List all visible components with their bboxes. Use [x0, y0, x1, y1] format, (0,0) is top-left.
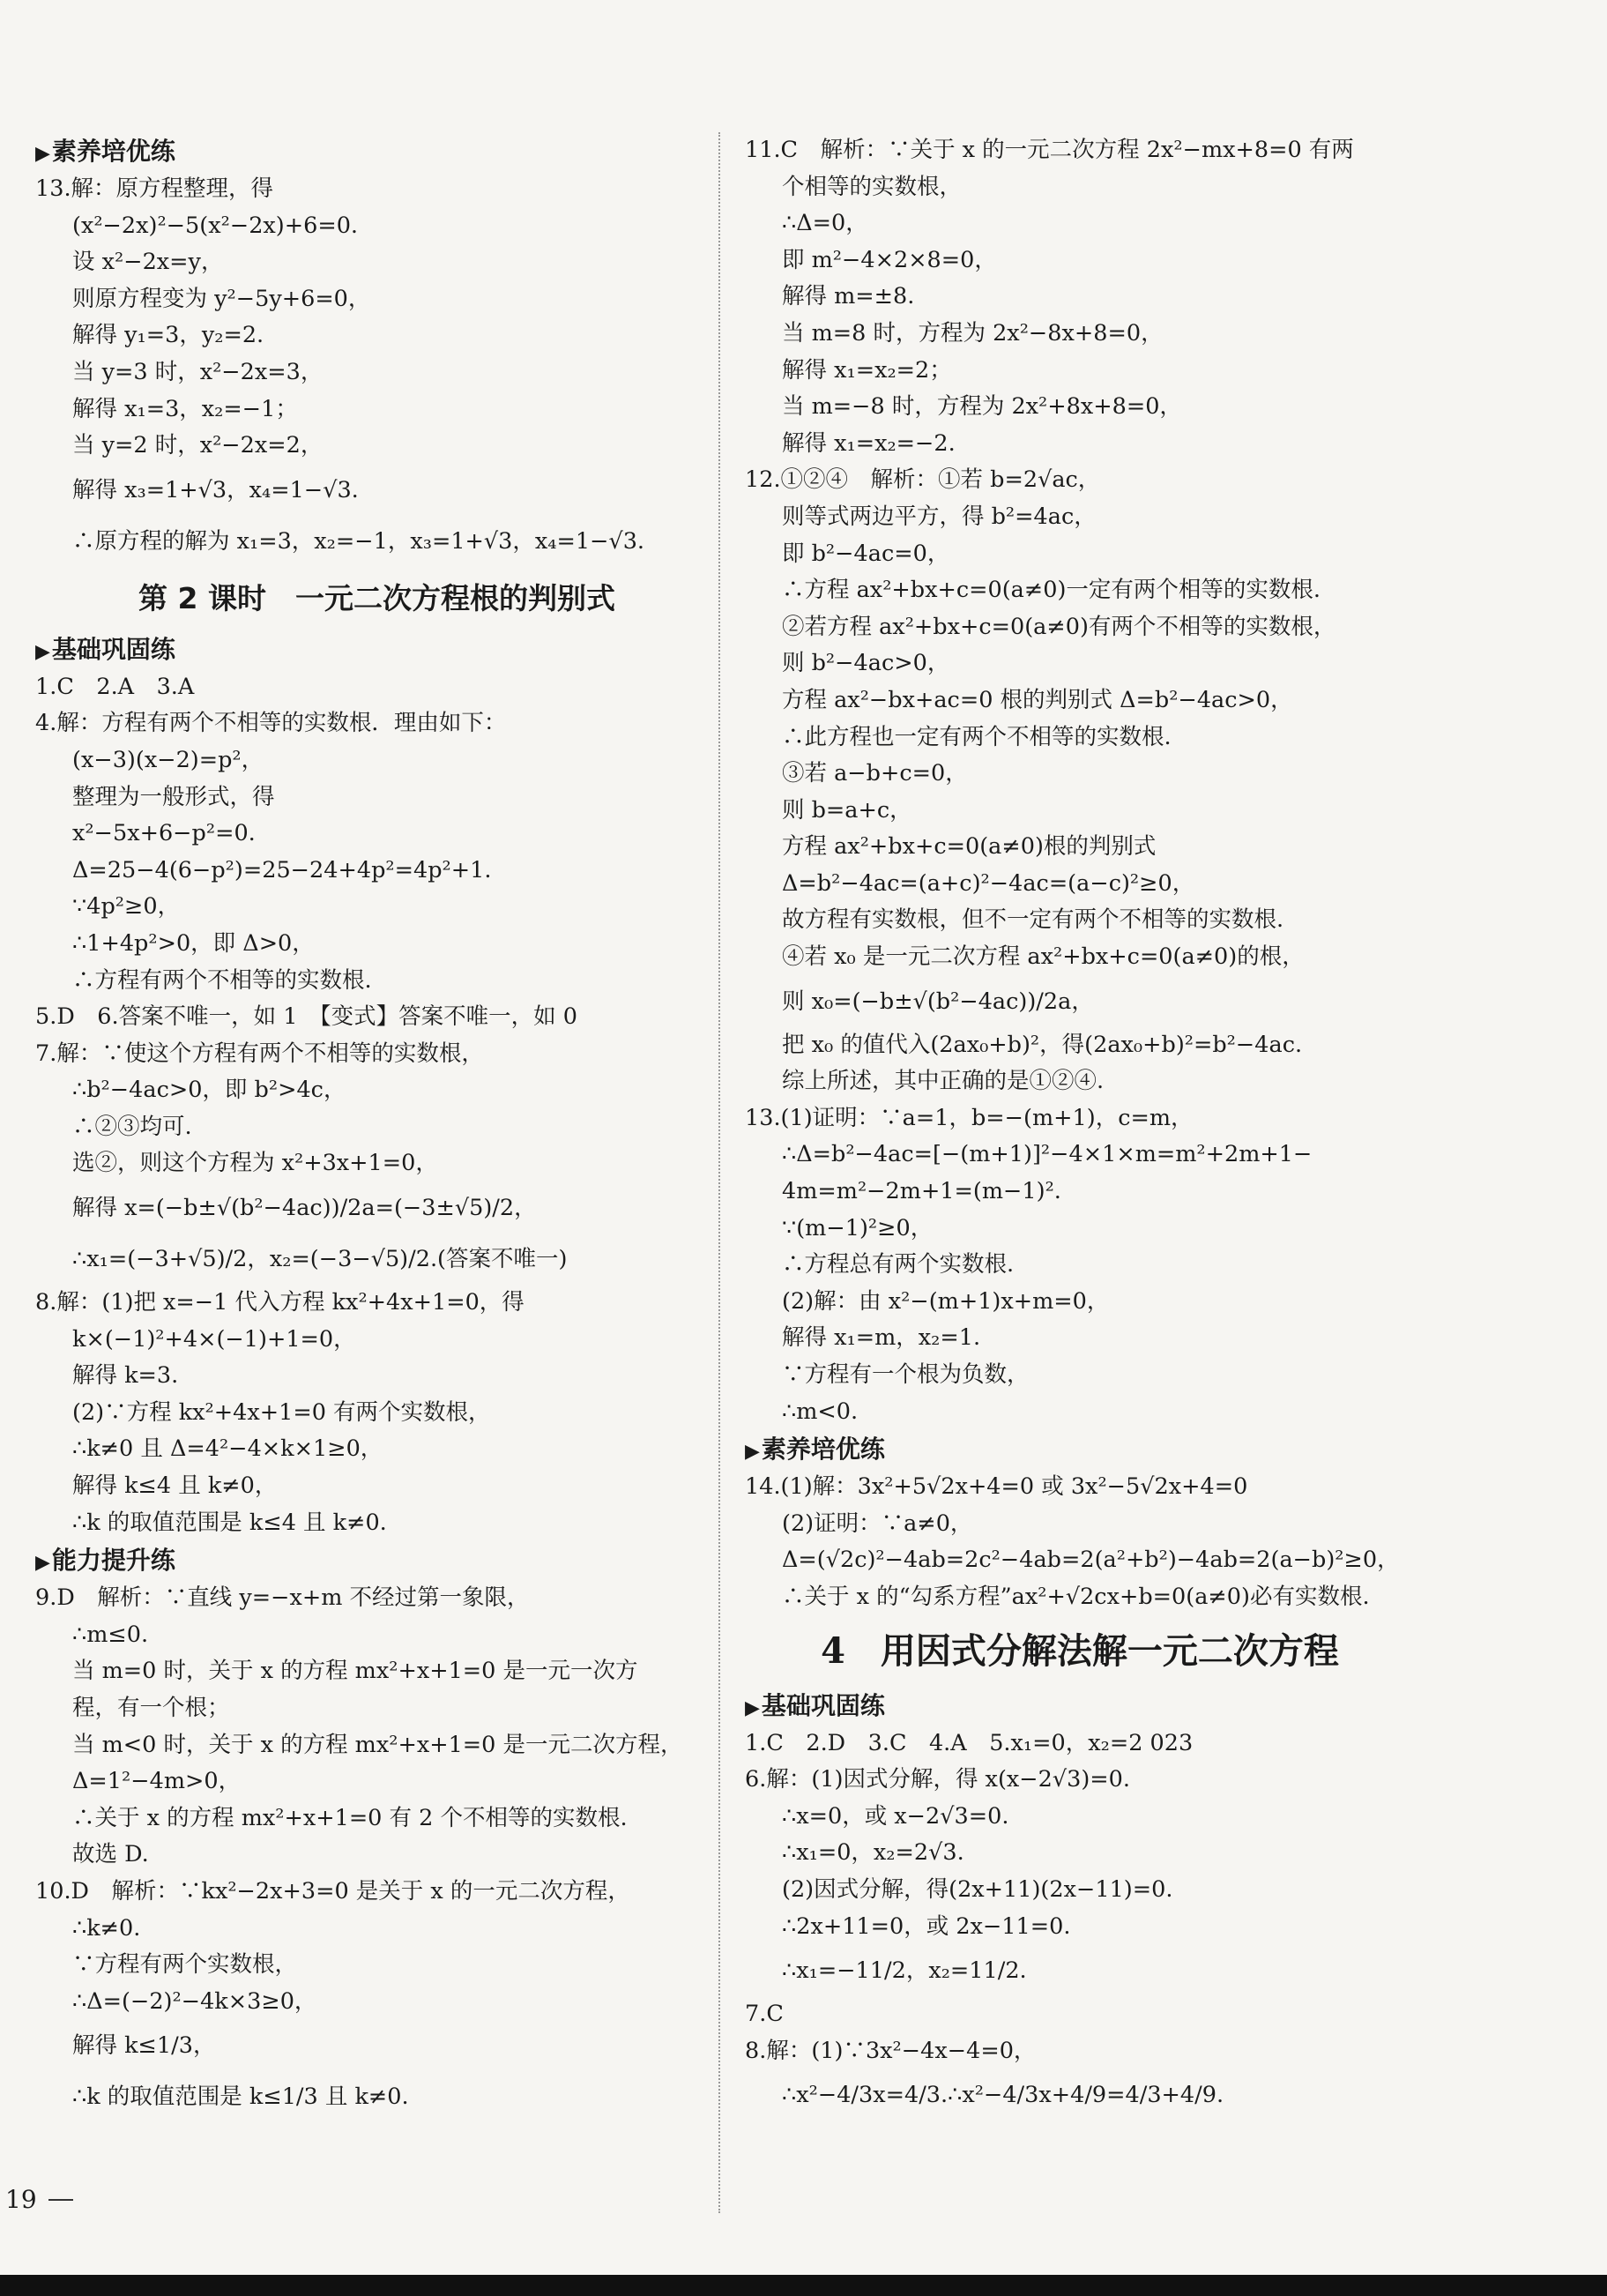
answer-line: 7.C — [745, 2001, 784, 2028]
answer-line: 解得 x₁=3，x₂=−1； — [72, 395, 298, 422]
answer-line: 解得 x=(−b±√(b²−4ac))/2a=(−3±√5)/2， — [72, 1195, 537, 1222]
answer-line: ∴关于 x 的方程 mx²+x+1=0 有 2 个不相等的实数根. — [72, 1804, 628, 1831]
answer-line: ∴原方程的解为 x₁=3，x₂=−1，x₃=1+√3，x₄=1−√3. — [72, 527, 645, 555]
play-triangle-icon: ▶ — [745, 1441, 760, 1464]
section-heading-text: 基础巩固练 — [51, 634, 175, 664]
answer-line: ∵(m−1)²≥0， — [782, 1214, 934, 1241]
page-number-dash — [48, 2199, 73, 2201]
answer-line: 程，有一个根； — [72, 1695, 230, 1721]
play-triangle-icon: ▶ — [35, 1552, 50, 1575]
page-number: 19 — [5, 2185, 37, 2214]
answer-line: k×(−1)²+4×(−1)+1=0， — [72, 1325, 356, 1353]
right-column — [745, 132, 1415, 2121]
answer-line: 综上所述，其中正确的是①②④. — [782, 1068, 1105, 1095]
answer-line: 11.C 解析：∵关于 x 的一元二次方程 2x²−mx+8=0 有两 — [745, 137, 1354, 163]
answer-line: 13.解：原方程整理，得 — [35, 175, 274, 202]
answer-line: 解得 k≤4 且 k≠0， — [72, 1472, 278, 1500]
answer-line: 方程 ax²−bx+ac=0 根的判别式 Δ=b²−4ac>0， — [782, 686, 1293, 713]
play-triangle-icon: ▶ — [745, 1696, 760, 1719]
lesson-title: 第 2 课时 一元二次方程根的判别式 — [138, 580, 615, 615]
answer-line: 即 m²−4×2×8=0， — [782, 246, 997, 273]
answer-line: ∴关于 x 的“勾系方程”ax²+√2cx+b=0(a≠0)必有实数根. — [782, 1583, 1370, 1610]
answer-line: 10.D 解析：∵kx²−2x+3=0 是关于 x 的一元二次方程， — [35, 1877, 630, 1905]
answer-line: 解得 y₁=3，y₂=2. — [72, 322, 264, 349]
section-heading — [35, 630, 718, 669]
section-heading-text: 素养培优练 — [761, 1435, 885, 1465]
answer-line: 个相等的实数根， — [782, 173, 963, 200]
answer-line: 6.解：(1)因式分解，得 x(x−2√3)=0. — [745, 1766, 1130, 1793]
answer-line: 当 y=2 时，x²−2x=2， — [72, 432, 324, 459]
answer-line: (2)证明：∵a≠0， — [782, 1510, 973, 1537]
answer-line: 1.C 2.A 3.A — [35, 673, 195, 700]
answer-line: ③若 a−b+c=0， — [782, 760, 968, 787]
answer-line: 则原方程变为 y²−5y+6=0， — [72, 285, 371, 312]
answer-line: 当 m<0 时，关于 x 的方程 mx²+x+1=0 是一元二次方程， — [72, 1731, 683, 1758]
answer-line: ④若 x₀ 是一元二次方程 ax²+bx+c=0(a≠0)的根， — [782, 943, 1305, 971]
answer-line: 解得 x₁=x₂=2； — [782, 356, 952, 384]
answer-line: 则 b²−4ac>0， — [782, 650, 950, 677]
answer-line: 故方程有实数根，但不一定有两个不相等的实数根. — [782, 906, 1284, 934]
answer-line: 8.解：(1)∵3x²−4x−4=0， — [745, 2037, 1037, 2064]
answer-line: 解得 x₁=m，x₂=1. — [782, 1324, 981, 1352]
answer-line: ∴方程有两个不相等的实数根. — [72, 966, 372, 994]
answer-line: ∴x=0，或 x−2√3=0. — [782, 1802, 1009, 1830]
answer-line: 14.(1)解：3x²+5√2x+4=0 或 3x²−5√2x+4=0 — [745, 1473, 1248, 1501]
chapter-title: 4 用因式分解法解一元二次方程 — [821, 1629, 1339, 1672]
answer-line: 当 m=0 时，关于 x 的方程 mx²+x+1=0 是一元一次方 — [72, 1658, 638, 1685]
answer-line: ∴Δ=0， — [782, 210, 868, 237]
answer-line: ∴1+4p²>0，即 Δ>0， — [72, 929, 315, 957]
answer-line: x²−5x+6−p²=0. — [72, 820, 256, 847]
answer-line: 解得 m=±8. — [782, 283, 915, 310]
answer-line: 设 x²−2x=y， — [72, 249, 224, 276]
answer-line: (x²−2x)²−5(x²−2x)+6=0. — [72, 212, 359, 239]
answer-line: ∴k 的取值范围是 k≤1/3 且 k≠0. — [72, 2084, 409, 2111]
answer-line: 9.D 解析：∵直线 y=−x+m 不经过第一象限， — [35, 1584, 530, 1612]
answer-line: 方程 ax²+bx+c=0(a≠0)根的判别式 — [782, 833, 1157, 861]
page-footer — [0, 2178, 1607, 2222]
answer-line: (2)因式分解，得(2x+11)(2x−11)=0. — [782, 1875, 1173, 1903]
answer-line: ∴此方程也一定有两个不相等的实数根. — [782, 723, 1172, 750]
answer-line: 8.解：(1)把 x=−1 代入方程 kx²+4x+1=0，得 — [35, 1289, 525, 1316]
answer-line: 当 y=3 时，x²−2x=3， — [72, 358, 324, 385]
section-heading-text: 素养培优练 — [51, 137, 175, 166]
answer-line: Δ=b²−4ac=(a+c)²−4ac=(a−c)²≥0， — [782, 869, 1195, 897]
answer-line: ∵4p²≥0， — [72, 893, 181, 921]
answer-line: ∵方程有两个实数根， — [72, 1951, 298, 1979]
answer-line: Δ=25−4(6−p²)=25−24+4p²=4p²+1. — [72, 856, 492, 883]
answer-line: 则 x₀=(−b±√(b²−4ac))/2a， — [782, 988, 1094, 1015]
answer-line: ∴x₁=−11/2，x₂=11/2. — [782, 1957, 1027, 1985]
answer-line: ∴Δ=b²−4ac=[−(m+1)]²−4×1×m=m²+2m+1− — [782, 1141, 1313, 1168]
answer-line: Δ=1²−4m>0， — [72, 1768, 242, 1795]
answer-line: (x−3)(x−2)=p²， — [72, 746, 264, 773]
answer-line: 13.(1)证明：∵a=1，b=−(m+1)，c=m， — [745, 1104, 1194, 1131]
section-heading — [745, 1687, 1415, 1726]
answer-line: 4m=m²−2m+1=(m−1)². — [782, 1178, 1061, 1205]
answer-line: 则等式两边平方，得 b²=4ac， — [782, 503, 1097, 530]
answer-line: 选②，则这个方程为 x²+3x+1=0， — [72, 1150, 438, 1177]
answer-line: 1.C 2.D 3.C 4.A 5.x₁=0，x₂=2 023 — [745, 1729, 1194, 1756]
answer-line: 4.解：方程有两个不相等的实数根．理由如下： — [35, 710, 507, 737]
answer-line: 把 x₀ 的值代入(2ax₀+b)²，得(2ax₀+b)²=b²−4ac. — [782, 1031, 1303, 1058]
answer-line: ∴m<0. — [782, 1398, 859, 1425]
answer-line: 解得 x₃=1+√3，x₄=1−√3. — [72, 476, 359, 503]
section-heading-text: 基础巩固练 — [761, 1690, 885, 1720]
answer-line: ∴b²−4ac>0，即 b²>4c， — [72, 1077, 346, 1104]
answer-line: ∴m≤0. — [72, 1621, 149, 1648]
answer-line: 7.解：∵使这个方程有两个不相等的实数根， — [35, 1040, 484, 1067]
answer-line: 整理为一般形式，得 — [72, 783, 275, 810]
play-triangle-icon: ▶ — [35, 640, 50, 663]
section-heading — [745, 1430, 1415, 1469]
answer-line: ∵方程有一个根为负数， — [782, 1361, 1030, 1388]
answer-line: 即 b²−4ac=0， — [782, 540, 950, 567]
answer-line: ∴k≠0. — [72, 1914, 141, 1942]
play-triangle-icon: ▶ — [35, 143, 50, 165]
answer-line: 12.①②④ 解析：①若 b=2√ac， — [745, 466, 1101, 494]
section-heading-text: 能力提升练 — [51, 1546, 175, 1576]
answer-line: ∴k≠0 且 Δ=4²−4×k×1≥0， — [72, 1435, 383, 1463]
answer-line: 当 m=−8 时，方程为 2x²+8x+8=0， — [782, 393, 1182, 421]
answer-line: 故选 D. — [72, 1841, 149, 1868]
answer-line: (2)解：由 x²−(m+1)x+m=0， — [782, 1287, 1110, 1315]
answer-line: ∴②③均可. — [72, 1113, 192, 1140]
answer-line: 解得 k≤1/3， — [72, 2032, 216, 2060]
answer-line: 则 b=a+c， — [782, 796, 912, 824]
answer-line: ∴k 的取值范围是 k≤4 且 k≠0. — [72, 1509, 387, 1536]
answer-line: ∴方程 ax²+bx+c=0(a≠0)一定有两个相等的实数根. — [782, 577, 1321, 604]
answer-line: ∴x₁=0，x₂=2√3. — [782, 1839, 964, 1867]
section-heading — [35, 1541, 718, 1580]
answer-line: ∴x₁=(−3+√5)/2，x₂=(−3−√5)/2.(答案不唯一) — [72, 1246, 568, 1273]
answer-line: 5.D 6.答案不唯一，如 1 【变式】答案不唯一，如 0 — [35, 1003, 578, 1031]
answer-line: 解得 x₁=x₂=−2. — [782, 429, 956, 457]
answer-line: 当 m=8 时，方程为 2x²−8x+8=0， — [782, 319, 1164, 347]
left-column — [35, 132, 718, 2122]
answer-line: ∴2x+11=0，或 2x−11=0. — [782, 1912, 1071, 1940]
answer-line: ∴x²−4/3x=4/3.∴x²−4/3x+4/9=4/3+4/9. — [782, 2082, 1224, 2109]
column-divider — [718, 132, 720, 2213]
scan-edge-bar — [0, 2275, 1607, 2296]
answer-line: Δ=(√2c)²−4ab=2c²−4ab=2(a²+b²)−4ab=2(a−b)²≥0， — [782, 1547, 1400, 1574]
answer-line: ∴方程总有两个实数根. — [782, 1251, 1015, 1278]
answer-line: ②若方程 ax²+bx+c=0(a≠0)有两个不相等的实数根， — [782, 613, 1336, 640]
answer-line: ∴Δ=(−2)²−4k×3≥0， — [72, 1987, 317, 2015]
answer-line: 解得 k=3. — [72, 1362, 179, 1390]
section-heading — [35, 132, 718, 171]
answer-line: (2)∵方程 kx²+4x+1=0 有两个实数根， — [72, 1398, 491, 1426]
